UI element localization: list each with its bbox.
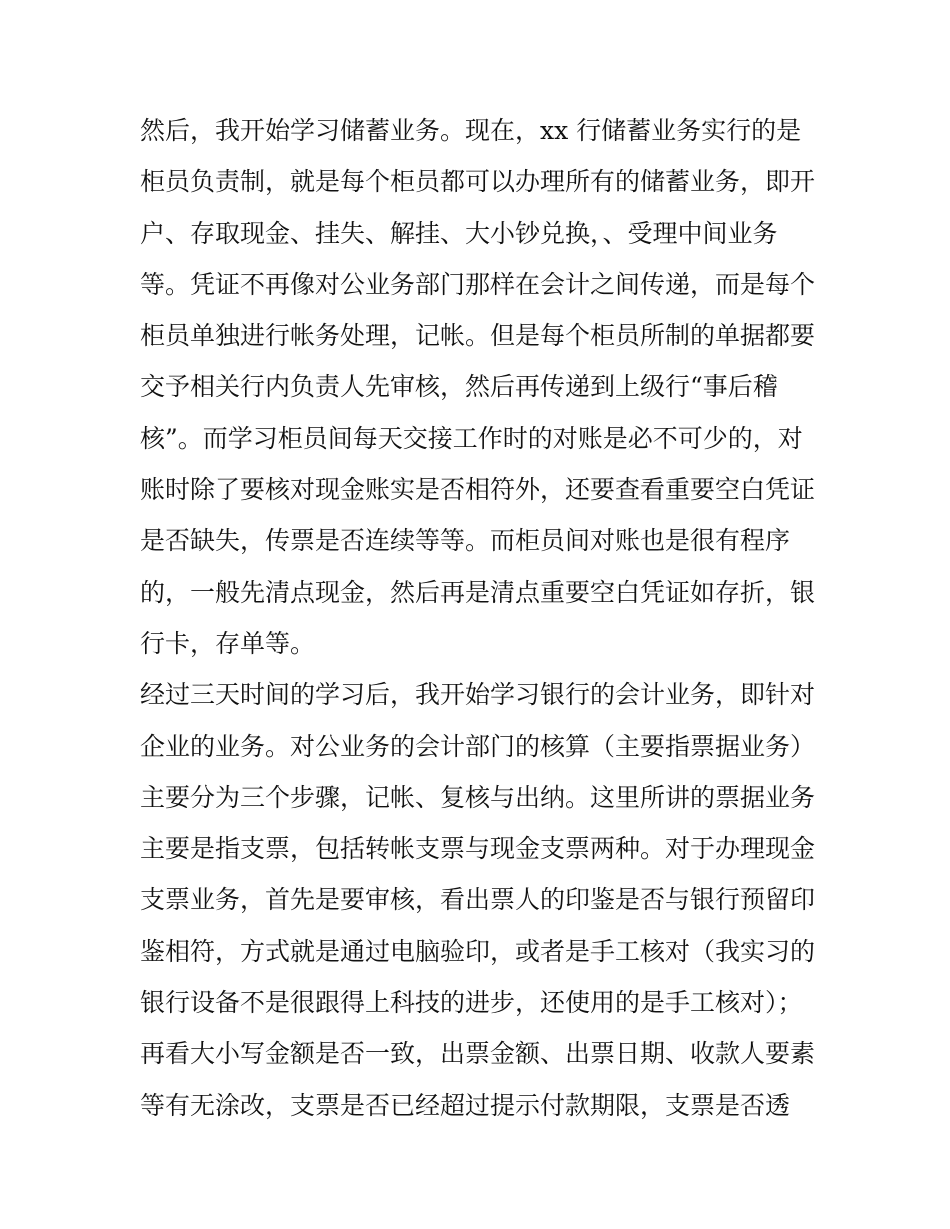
text-line-13: 企业的业务。对公业务的会计部门的核算（主要指票据业务） <box>140 731 816 761</box>
text-line-10: 的，一般先清点现金，然后再是清点重要空白凭证如存折，银 <box>140 577 816 607</box>
text-line-14: 主要分为三个步骤，记帐、复核与出纳。这里所讲的票据业务 <box>140 782 816 812</box>
text-line-15: 主要是指支票，包括转帐支票与现金支票两种。对于办理现金 <box>140 834 816 864</box>
body-text <box>140 105 820 1131</box>
text-line-11: 行卡，存单等。 <box>140 628 316 658</box>
text-line-16: 支票业务，首先是要审核，看出票人的印鉴是否与银行预留印 <box>140 885 816 915</box>
text-line-20: 等有无涂改，支票是否已经超过提示付款期限，支票是否透 <box>140 1090 791 1120</box>
text-line-18: 银行设备不是很跟得上科技的进步，还使用的是手工核对）； <box>140 988 803 1018</box>
text-line-1: 然后，我开始学习储蓄业务。现在，xx 行储蓄业务实行的是 <box>140 116 802 145</box>
text-line-12: 经过三天时间的学习后，我开始学习银行的会计业务，即针对 <box>140 680 816 710</box>
text-line-3: 户、存取现金、挂失、解挂、大小钞兑换，、受理中间业务 <box>140 218 778 248</box>
text-line-4: 等。凭证不再像对公业务部门那样在会计之间传递，而是每个 <box>140 269 816 299</box>
text-line-9: 是否缺失，传票是否连续等等。而柜员间对账也是很有程序 <box>140 526 791 556</box>
text-line-19: 再看大小写金额是否一致，出票金额、出票日期、收款人要素 <box>140 1039 816 1069</box>
text-line-6: 交予相关行内负责人先审核，然后再传递到上级行“事后稽 <box>140 372 778 402</box>
text-line-5: 柜员单独进行帐务处理，记帐。但是每个柜员所制的单据都要 <box>140 321 816 351</box>
text-line-8: 账时除了要核对现金账实是否相符外，还要查看重要空白凭证 <box>140 475 816 505</box>
text-line-2: 柜员负责制，就是每个柜员都可以办理所有的储蓄业务，即开 <box>140 167 816 197</box>
text-line-17: 鉴相符，方式就是通过电脑验印，或者是手工核对（我实习的 <box>140 936 816 966</box>
text-line-7: 核”。而学习柜员间每天交接工作时的对账是必不可少的，对 <box>140 423 803 453</box>
